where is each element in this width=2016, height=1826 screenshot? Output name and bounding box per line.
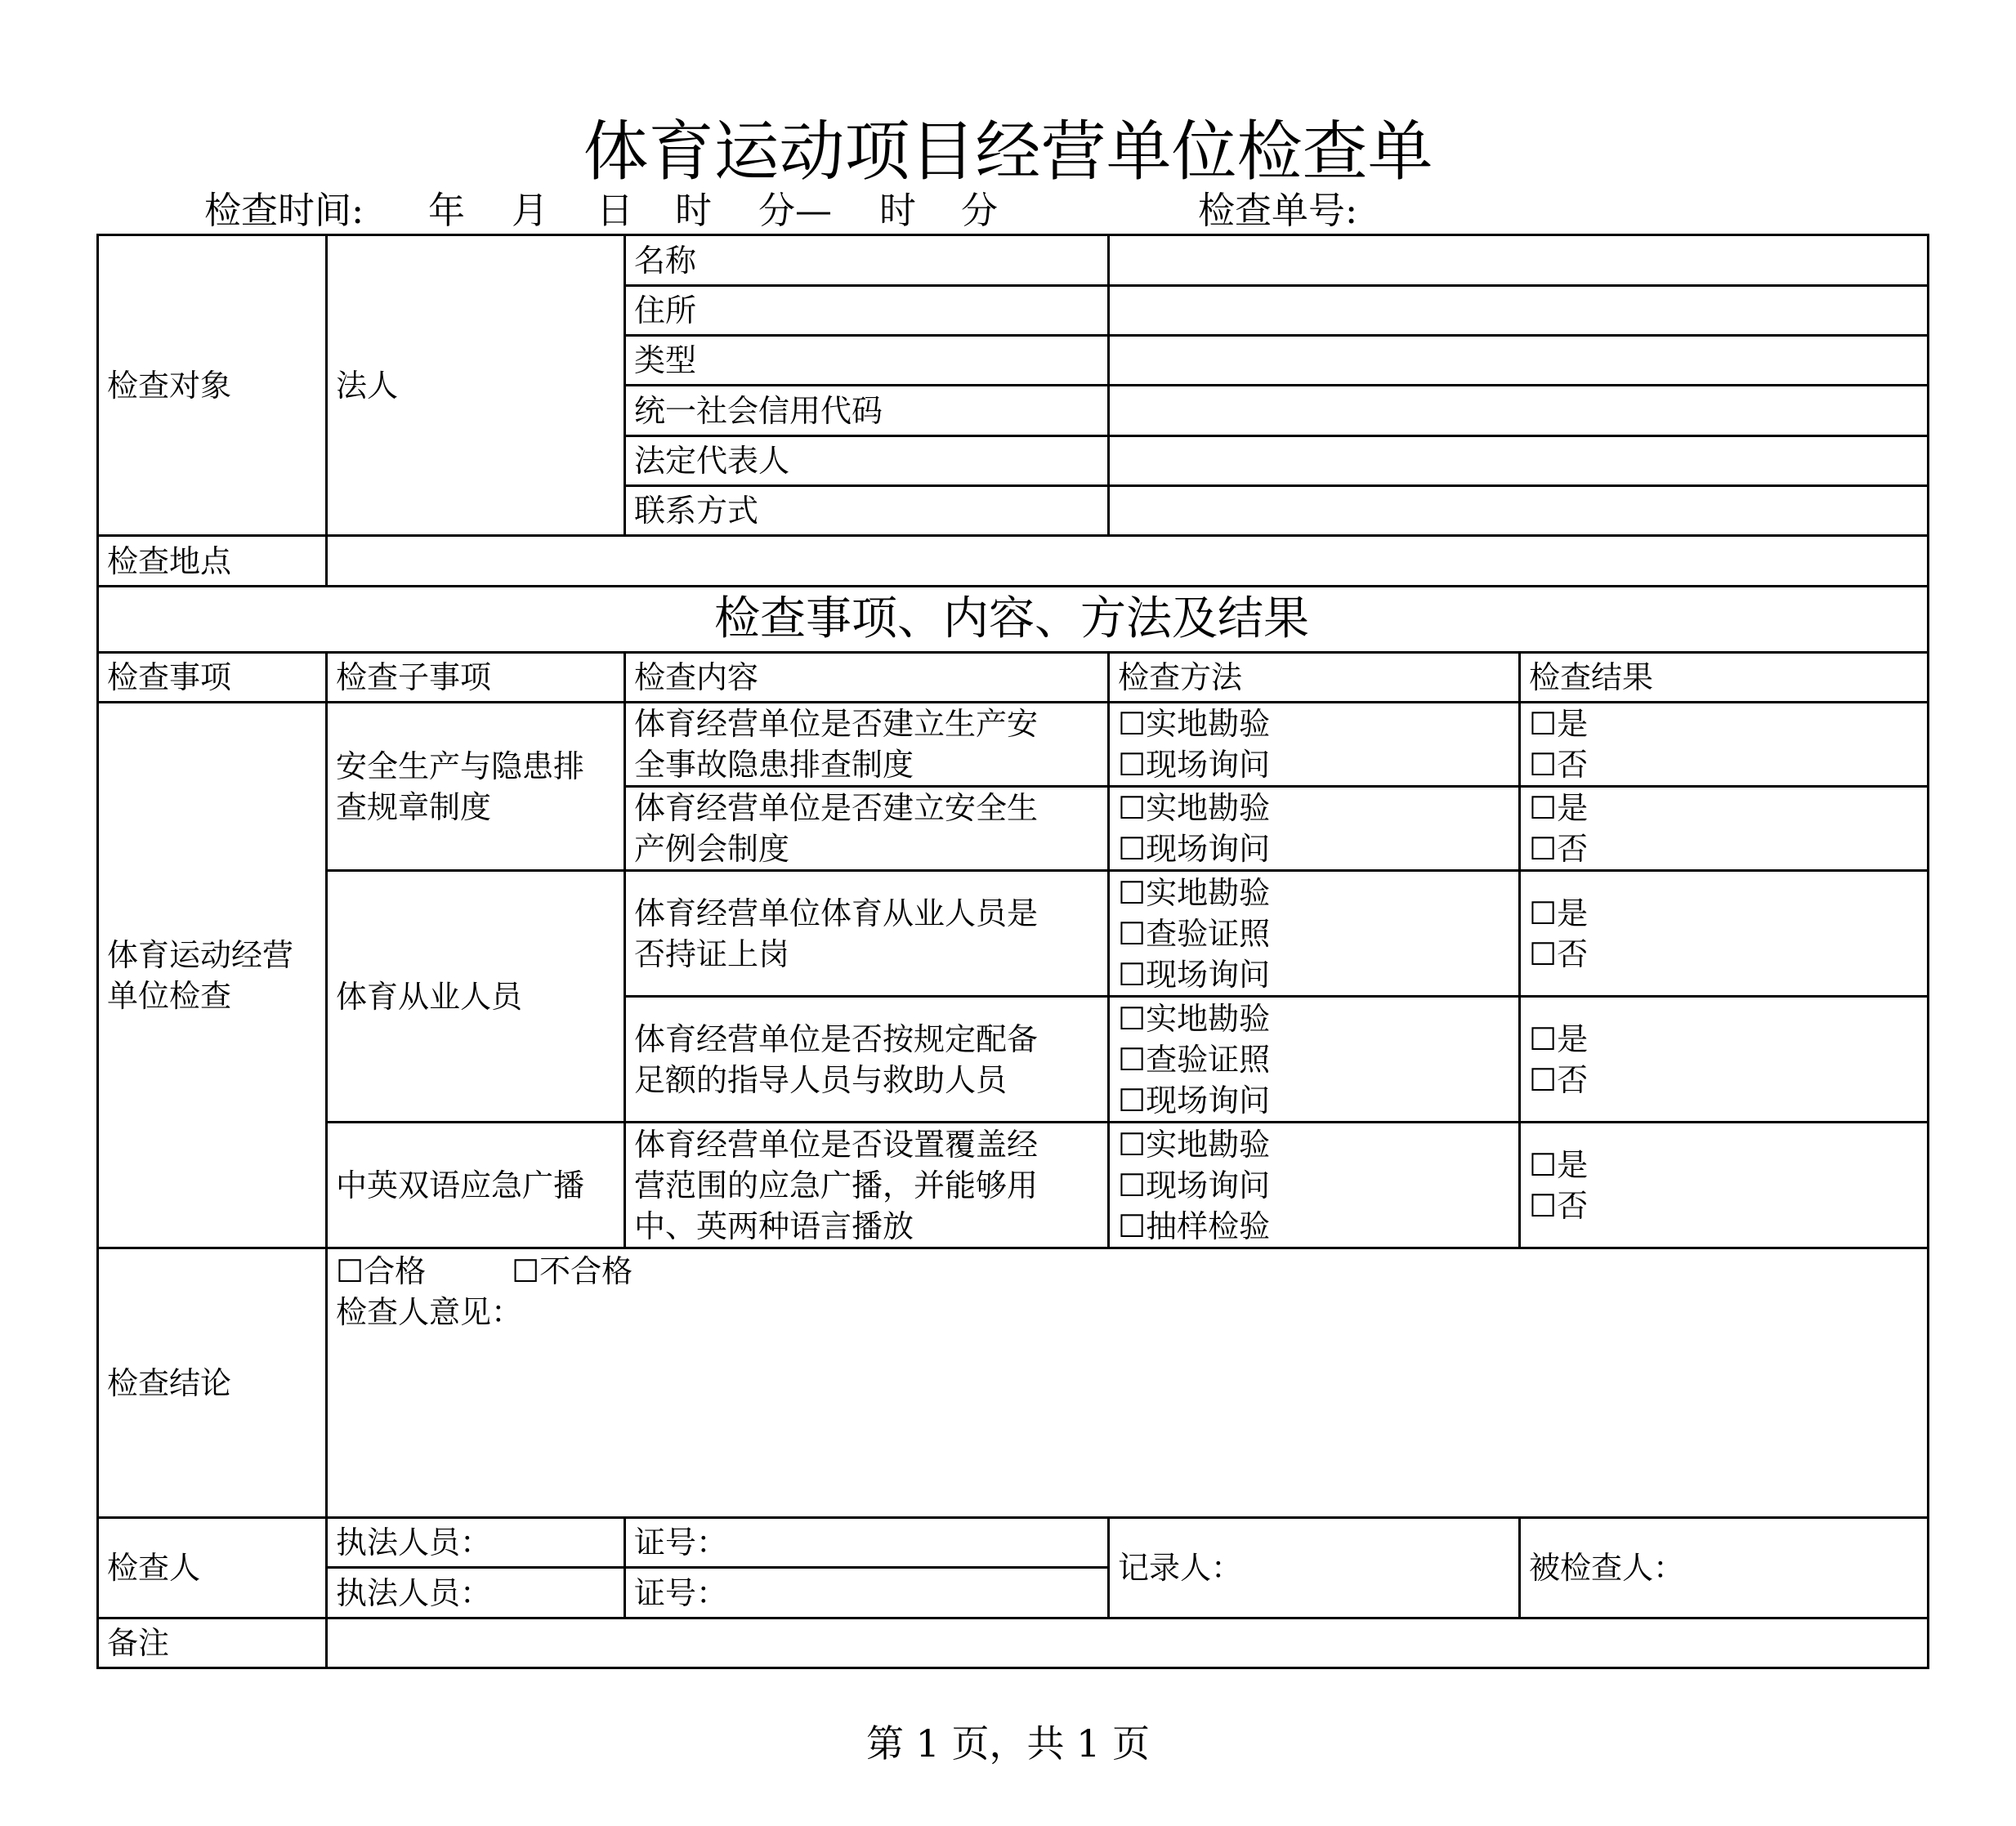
object-type: 法人 — [336, 367, 399, 404]
method-checkbox[interactable]: ☐实地勘验 — [1118, 1126, 1271, 1163]
header-content: 检查内容 — [634, 659, 759, 695]
section-title: 检查事项、内容、方法及结果 — [714, 592, 1309, 645]
result-no-checkbox[interactable]: ☐否 — [1529, 935, 1589, 972]
content-cell — [626, 703, 1107, 785]
conclusion-label: 检查结论 — [107, 1364, 232, 1401]
method-cell — [1110, 788, 1518, 869]
content-line: 体育经营单位是否建立安全生 — [634, 790, 1039, 826]
hour-end-label: 时 — [879, 189, 917, 232]
header-result: 检查结果 — [1529, 659, 1654, 695]
subitem-staff: 体育从业人员 — [336, 978, 523, 1015]
method-checkbox[interactable]: ☐现场询问 — [1118, 1167, 1271, 1203]
result-yes-checkbox[interactable]: ☐是 — [1529, 706, 1589, 742]
content-line: 否持证上岗 — [634, 935, 790, 972]
content-line: 产例会制度 — [634, 831, 790, 867]
method-checkbox[interactable]: ☐实地勘验 — [1118, 706, 1271, 742]
officer-1-label: 执法人员： — [336, 1525, 492, 1560]
field-legal-rep-label: 法定代表人 — [634, 443, 790, 479]
item-name-line: 体育运动经营 — [107, 936, 294, 973]
month-label: 月 — [512, 189, 549, 232]
field-contact-value[interactable] — [1110, 487, 1927, 534]
method-cell — [1110, 872, 1518, 995]
field-type-value[interactable] — [1110, 337, 1927, 384]
result-cell — [1521, 998, 1927, 1121]
method-checkbox[interactable]: ☐实地勘验 — [1118, 874, 1271, 911]
method-checkbox[interactable]: ☐现场询问 — [1118, 956, 1271, 993]
content-cell — [626, 998, 1107, 1121]
field-contact-label: 联系方式 — [634, 493, 759, 529]
inspector-label: 检查人 — [107, 1550, 201, 1586]
content-cell — [626, 788, 1107, 869]
result-cell — [1521, 1123, 1927, 1247]
item-name — [99, 703, 325, 1247]
content-line: 足额的指导人员与救助人员 — [634, 1061, 1008, 1098]
method-checkbox[interactable]: ☐现场询问 — [1118, 831, 1271, 867]
field-name-value[interactable] — [1110, 236, 1927, 284]
field-legal-rep-value[interactable] — [1110, 437, 1927, 484]
conclusion-cell — [328, 1249, 1927, 1516]
result-no-checkbox[interactable]: ☐否 — [1529, 1187, 1589, 1224]
object-label: 检查对象 — [107, 367, 232, 404]
header-method: 检查方法 — [1118, 659, 1243, 695]
recorder-label: 记录人： — [1118, 1550, 1243, 1586]
hour-start-label: 时 — [675, 189, 713, 232]
page-number: 第 1 页，共 1 页 — [865, 1721, 1151, 1766]
content-cell — [626, 1123, 1107, 1247]
page-title: 体育运动项目经营单位检查单 — [583, 114, 1433, 190]
subitem-safety-line: 查规章制度 — [336, 788, 492, 825]
method-cell — [1110, 1123, 1518, 1247]
result-cell — [1521, 872, 1927, 995]
content-line: 体育经营单位是否按规定配备 — [634, 1020, 1039, 1057]
inspection-number-label: 检查单号: — [1198, 189, 1358, 232]
field-type-label: 类型 — [634, 342, 697, 378]
officer-2-label: 执法人员： — [336, 1574, 492, 1611]
year-label: 年 — [428, 189, 466, 232]
remark-value[interactable] — [328, 1619, 1927, 1667]
method-checkbox[interactable]: ☐查验证照 — [1118, 915, 1271, 952]
field-credit-code-label: 统一社会信用代码 — [634, 392, 883, 429]
cert-1-label: 证号： — [634, 1525, 728, 1560]
fail-checkbox[interactable]: ☐不合格 — [512, 1253, 633, 1289]
subitem-safety-line: 安全生产与隐患排 — [336, 748, 585, 784]
content-line: 中、英两种语言播放 — [634, 1208, 914, 1244]
method-cell — [1110, 703, 1518, 785]
field-address-value[interactable] — [1110, 287, 1927, 334]
content-line: 体育经营单位是否建立生产安 — [634, 706, 1039, 742]
content-line: 营范围的应急广播，并能够用 — [634, 1167, 1039, 1203]
minute-end-label: 分 — [961, 189, 999, 232]
field-credit-code-value[interactable] — [1110, 386, 1927, 435]
content-line: 体育经营单位体育从业人员是 — [634, 895, 1039, 931]
field-address-label: 住所 — [634, 292, 697, 328]
result-yes-checkbox[interactable]: ☐是 — [1529, 1020, 1589, 1057]
remark-label: 备注 — [107, 1625, 170, 1661]
result-cell — [1521, 788, 1927, 869]
day-label: 日 — [597, 189, 634, 232]
cert-2-label: 证号： — [634, 1574, 728, 1611]
result-no-checkbox[interactable]: ☐否 — [1529, 831, 1589, 867]
content-line: 体育经营单位是否设置覆盖经 — [634, 1126, 1039, 1163]
method-checkbox[interactable]: ☐查验证照 — [1118, 1041, 1271, 1078]
result-yes-checkbox[interactable]: ☐是 — [1529, 1146, 1589, 1183]
pass-checkbox[interactable]: ☐合格 — [336, 1253, 427, 1289]
inspector-opinion-label: 检查人意见： — [336, 1294, 523, 1330]
subitem-broadcast: 中英双语应急广播 — [336, 1167, 585, 1203]
location-value[interactable] — [328, 537, 1927, 585]
subitem-safety — [328, 703, 624, 869]
item-name-line: 单位检查 — [107, 977, 232, 1014]
content-cell — [626, 872, 1107, 995]
grid-line — [1927, 234, 1929, 1669]
grid-line — [96, 1667, 1929, 1669]
method-checkbox[interactable]: ☐现场询问 — [1118, 1082, 1271, 1118]
method-checkbox[interactable]: ☐实地勘验 — [1118, 790, 1271, 826]
inspected-party-label: 被检查人： — [1529, 1550, 1685, 1586]
result-cell — [1521, 703, 1927, 785]
minute-start-label: 分— — [758, 189, 833, 232]
method-checkbox[interactable]: ☐抽样检验 — [1118, 1208, 1271, 1244]
location-label: 检查地点 — [107, 542, 232, 579]
result-yes-checkbox[interactable]: ☐是 — [1529, 895, 1589, 931]
header-item: 检查事项 — [107, 659, 232, 695]
field-name-label: 名称 — [634, 242, 697, 279]
result-no-checkbox[interactable]: ☐否 — [1529, 747, 1589, 783]
method-checkbox[interactable]: ☐现场询问 — [1118, 747, 1271, 783]
result-no-checkbox[interactable]: ☐否 — [1529, 1061, 1589, 1098]
inspection-time-label: 检查时间: — [204, 189, 364, 232]
method-checkbox[interactable]: ☐实地勘验 — [1118, 1000, 1271, 1037]
header-subitem: 检查子事项 — [336, 659, 492, 695]
method-cell — [1110, 998, 1518, 1121]
content-line: 全事故隐患排查制度 — [634, 747, 914, 783]
result-yes-checkbox[interactable]: ☐是 — [1529, 790, 1589, 826]
